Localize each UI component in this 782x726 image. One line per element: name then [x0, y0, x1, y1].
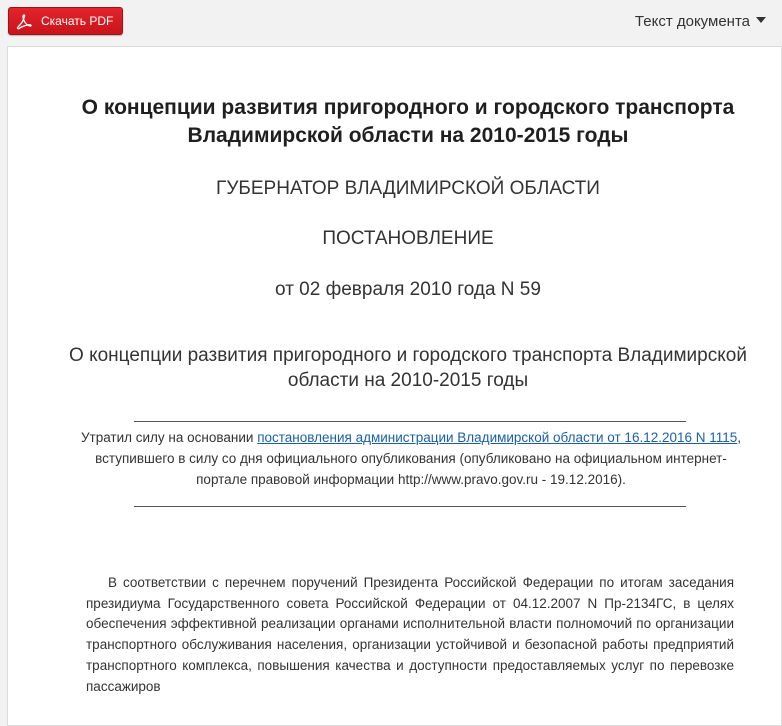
download-pdf-button[interactable] [8, 7, 123, 35]
body-paragraph: В соответствии с перечнем поручений Президента Российской Федерации по итогам заседания президиума Государственного совета Российской Федерации от 04.12.2007 N Пр-2134ГС, в целях обеспечения эффективной реализации органами исполнительной власти полномочий по организации транспортного обслуживания населения, организации устойчивой и безопасной работы предприятий транспортного комплекса, повышения качества и доступности предоставляемых услуг по перевозке пассажиров [86, 575, 734, 694]
document-date: от 02 февраля 2010 года N 59 [275, 279, 541, 300]
pdf-icon [16, 13, 32, 29]
top-toolbar [0, 0, 782, 46]
document-subtitle: О концепции развития пригородного и городского транспорта Владимирской области на 2010-2015 годы [69, 345, 747, 391]
divider-top [134, 421, 686, 422]
document-text-dropdown[interactable] [635, 13, 766, 30]
repeal-notice-suffix: , вступившего в силу со дня официального опубликования (опубликовано на официальном интернет-портале правовой информации http://www.pravo.gov.ru - 19.12.2016). [95, 430, 742, 487]
divider-bottom [134, 506, 686, 507]
repeal-notice-prefix: Утратил силу на основании [80, 430, 258, 445]
repeal-decree-link[interactable]: постановления администрации Владимирской области от 16.12.2016 N 1115 [257, 430, 738, 445]
chevron-down-icon [756, 17, 766, 23]
issuing-authority: ГУБЕРНАТОР ВЛАДИМИРСКОЙ ОБЛАСТИ [216, 178, 600, 199]
document-page [7, 46, 782, 726]
repeal-notice [80, 427, 742, 490]
document-type: ПОСТАНОВЛЕНИЕ [322, 228, 494, 249]
document-title: О концепции развития пригородного и городского транспорта Владимирской области на 2010-2015 годы [81, 96, 735, 147]
download-pdf-label: Скачать PDF [41, 14, 114, 28]
document-text-label: Текст документа [634, 13, 750, 30]
